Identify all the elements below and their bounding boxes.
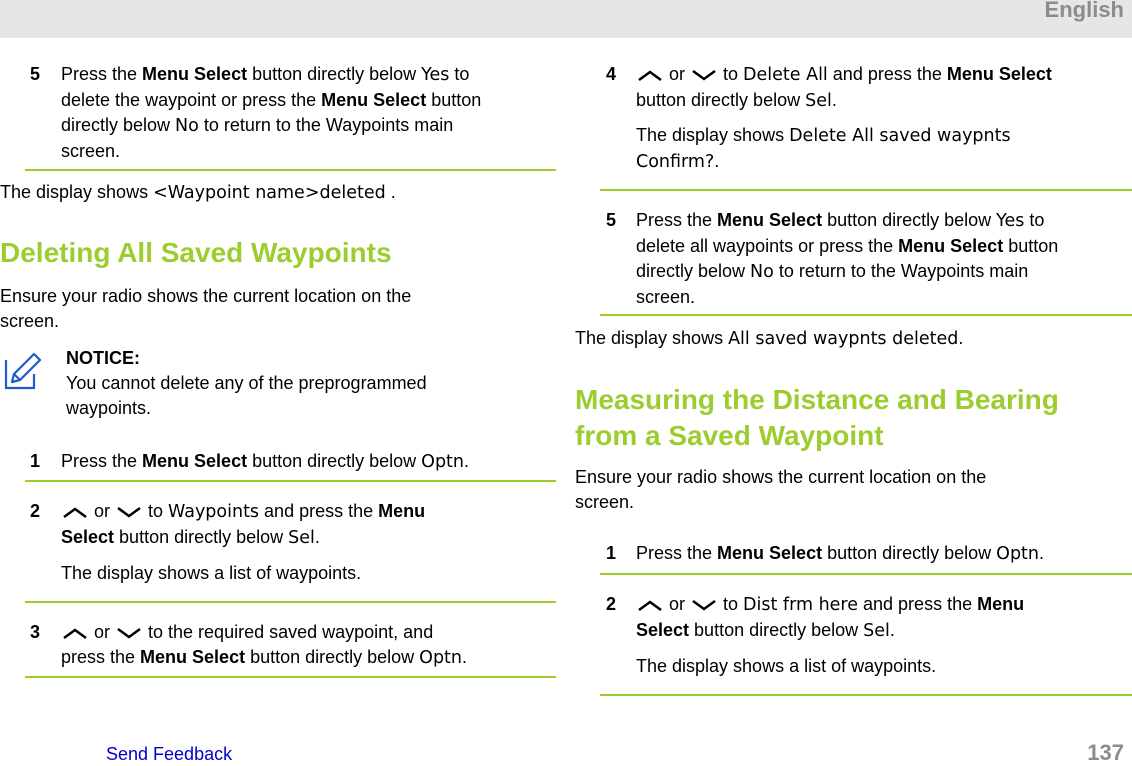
chevron-down-icon [115, 626, 143, 640]
chevron-up-icon [61, 505, 89, 519]
divider [25, 601, 556, 603]
divider [25, 676, 556, 678]
divider [600, 694, 1132, 696]
divider [600, 189, 1132, 191]
section-heading: Measuring the Distance and Bearing from a Saved Waypoint [575, 384, 1059, 451]
language-label: English [1044, 0, 1124, 22]
step-2-text: or to Waypoints and press the Menu Select button directly below Sel. The display shows a list of waypoints. [61, 501, 426, 583]
step-number: 3 [30, 622, 41, 642]
chevron-down-icon [115, 505, 143, 519]
step-number: 1 [606, 543, 617, 563]
notice-box: NOTICE: You cannot delete any of the preprogrammed waypoints. [66, 346, 546, 421]
step-4-text: or to Delete All and press the Menu Select button directly below Sel. The display shows Delete All saved waypnts Confirm?. [636, 64, 1052, 172]
step-2-text: or to Dist frm here and press the Menu Select button directly below Sel. The display shows a list of waypoints. [636, 594, 1025, 676]
step-number: 1 [30, 451, 41, 471]
divider [600, 573, 1132, 575]
divider [25, 480, 556, 482]
chevron-down-icon [690, 68, 718, 82]
page-header [0, 0, 1132, 38]
section-heading: Deleting All Saved Waypoints [0, 237, 392, 268]
notice-pencil-icon [4, 350, 44, 390]
step-number: 2 [606, 594, 617, 614]
ensure-text: Ensure your radio shows the current location on the screen. [0, 286, 412, 331]
step-3-text: or to the required saved waypoint, and press the Menu Select button directly below Optn. [61, 622, 468, 668]
step-number: 5 [30, 64, 41, 84]
step-1-text: Press the Menu Select button directly below Optn. [636, 543, 1045, 564]
step-number: 5 [606, 210, 617, 230]
chevron-up-icon [636, 68, 664, 82]
chevron-up-icon [61, 626, 89, 640]
send-feedback-link[interactable]: Send Feedback [106, 744, 233, 764]
divider [600, 314, 1132, 316]
step-5-text: Press the Menu Select button directly below Yes to delete all waypoints or press the Menu Select button directly below No to return to the Waypoints main screen. [636, 210, 1059, 307]
chevron-down-icon [690, 598, 718, 612]
page-number: 137 [1087, 740, 1124, 765]
ensure-text: Ensure your radio shows the current location on the screen. [575, 467, 987, 512]
chevron-up-icon [636, 598, 664, 612]
display-deleted-text: The display shows All saved waypnts deleted. [575, 328, 964, 349]
display-deleted-text: The display shows <Waypoint name>deleted . [0, 182, 396, 203]
step-1-text: Press the Menu Select button directly below Optn. [61, 451, 470, 472]
divider [25, 169, 556, 171]
step-number: 4 [606, 64, 617, 84]
step-number: 2 [30, 501, 41, 521]
notice-label: NOTICE: [66, 348, 140, 368]
step-5-text: Press the Menu Select button directly below Yes to delete the waypoint or press the Menu Select button directly below No to return to the Waypoints main screen. [61, 64, 482, 161]
